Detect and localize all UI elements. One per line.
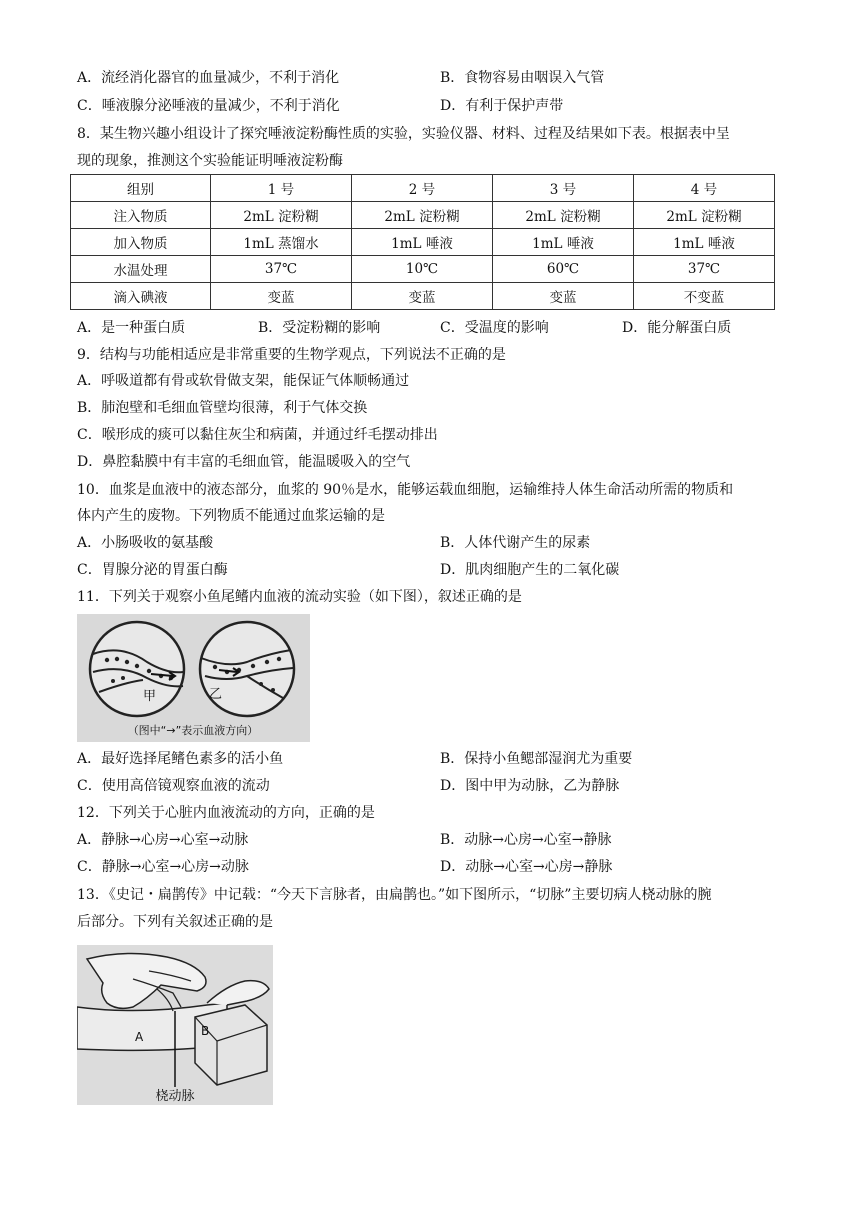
q9-option-c: C．喉形成的痰可以黏住灰尘和病菌，并通过纤毛摆动排出 [77, 427, 438, 443]
q8-option-d: D．能分解蛋白质 [622, 320, 732, 336]
q10-option-d: D．肌肉细胞产生的二氧化碳 [440, 562, 620, 578]
table-cell: 注入物质 [71, 202, 211, 229]
table-cell: 37℃ [211, 256, 352, 283]
q8-stem-line2: 现的现象，推测这个实验能证明唾液淀粉酶 [77, 153, 343, 169]
q12-option-a: A．静脉→心房→心室→动脉 [77, 832, 249, 848]
q13-stem-line2: 后部分。下列有关叙述正确的是 [77, 914, 273, 930]
table-header-cell: 2 号 [352, 175, 493, 202]
figure-caption: （图中“→”表示血液方向） [127, 724, 259, 737]
q8-option-b: B．受淀粉糊的影响 [258, 320, 381, 336]
table-cell: 加入物质 [71, 229, 211, 256]
table-cell: 不变蓝 [634, 283, 775, 310]
q13-pulse-taking-figure [77, 945, 273, 1105]
table-cell: 1mL 唾液 [634, 229, 775, 256]
q11-stem: 11．下列关于观察小鱼尾鳍内血液的流动实验（如下图），叙述正确的是 [77, 589, 522, 605]
q11-option-b: B．保持小鱼鳃部湿润尤为重要 [440, 751, 633, 767]
q9-option-d: D．鼻腔黏膜中有丰富的毛细血管，能温暖吸入的空气 [77, 454, 411, 470]
radial-artery-caption: 桡动脉 [155, 1089, 195, 1104]
table-cell: 2mL 淀粉糊 [634, 202, 775, 229]
table-cell: 滴入碘液 [71, 283, 211, 310]
label-a: A [135, 1030, 144, 1044]
q12-option-d: D．动脉→心室→心房→静脉 [440, 859, 613, 875]
q9-option-b: B．肺泡壁和毛细血管壁均很薄，利于气体交换 [77, 400, 368, 416]
q8-stem-line1: 8．某生物兴趣小组设计了探究唾液淀粉酶性质的实验，实验仪器、材料、过程及结果如下表。根据表中呈 [77, 126, 730, 142]
table-cell: 1mL 唾液 [352, 229, 493, 256]
q7-option-a: A．流经消化器官的血量减少，不利于消化 [77, 70, 340, 86]
label-yi: 乙 [209, 687, 223, 702]
q8-option-c: C．受温度的影响 [440, 320, 549, 336]
q8-option-a: A．是一种蛋白质 [77, 320, 186, 336]
table-cell: 37℃ [634, 256, 775, 283]
table-header-cell: 4 号 [634, 175, 775, 202]
q12-option-b: B．动脉→心房→心室→静脉 [440, 832, 612, 848]
table-header-cell: 1 号 [211, 175, 352, 202]
q10-stem-line2: 体内产生的废物。下列物质不能通过血浆运输的是 [77, 508, 385, 524]
q7-option-c: C．唾液腺分泌唾液的量减少，不利于消化 [77, 98, 340, 114]
table-cell: 水温处理 [71, 256, 211, 283]
table-cell: 2mL 淀粉糊 [352, 202, 493, 229]
q7-option-b: B．食物容易由咽误入气管 [440, 70, 605, 86]
table-row [71, 283, 775, 310]
label-b: B [201, 1024, 210, 1038]
q9-stem: 9．结构与功能相适应是非常重要的生物学观点，下列说法不正确的是 [77, 347, 506, 363]
q11-option-d: D．图中甲为动脉，乙为静脉 [440, 778, 620, 794]
q9-option-a: A．呼吸道都有骨或软骨做支架，能保证气体顺畅通过 [77, 373, 410, 389]
table-cell: 变蓝 [493, 283, 634, 310]
table-cell: 变蓝 [211, 283, 352, 310]
wrist-pulse-illustration [77, 945, 273, 1105]
table-header-row [71, 175, 775, 202]
table-cell: 1mL 蒸馏水 [211, 229, 352, 256]
table-header-cell: 组别 [71, 175, 211, 202]
label-jia: 甲 [143, 689, 157, 704]
q10-stem-line1: 10．血浆是血液中的液态部分，血浆的 90％是水，能够运载血细胞，运输维持人体生命活动所需的物质和 [77, 482, 734, 498]
q10-option-a: A．小肠吸收的氨基酸 [77, 535, 214, 551]
q10-option-b: B．人体代谢产生的尿素 [440, 535, 591, 551]
q13-stem-line1: 13．《史记・扁鹊传》中记载：“今天下言脉者，由扁鹊也。”如下图所示，“切脉”主要切病人桡动脉的腕 [77, 887, 712, 903]
table-cell: 10℃ [352, 256, 493, 283]
q12-option-c: C．静脉→心室→心房→动脉 [77, 859, 249, 875]
table-cell: 1mL 唾液 [493, 229, 634, 256]
q8-experiment-table [70, 174, 775, 310]
q12-stem: 12．下列关于心脏内血液流动的方向，正确的是 [77, 805, 375, 821]
blood-vessel-diagram [77, 614, 310, 742]
table-cell: 2mL 淀粉糊 [493, 202, 634, 229]
q11-fish-tail-blood-flow-figure [77, 614, 310, 742]
table-row [71, 229, 775, 256]
table-cell: 60℃ [493, 256, 634, 283]
table-cell: 2mL 淀粉糊 [211, 202, 352, 229]
q10-option-c: C．胃腺分泌的胃蛋白酶 [77, 562, 228, 578]
table-row [71, 256, 775, 283]
q11-option-a: A．最好选择尾鳍色素多的活小鱼 [77, 751, 284, 767]
q11-option-c: C．使用高倍镜观察血液的流动 [77, 778, 270, 794]
table-cell: 变蓝 [352, 283, 493, 310]
q7-option-d: D．有利于保护声带 [440, 98, 564, 114]
table-header-cell: 3 号 [493, 175, 634, 202]
table-row [71, 202, 775, 229]
